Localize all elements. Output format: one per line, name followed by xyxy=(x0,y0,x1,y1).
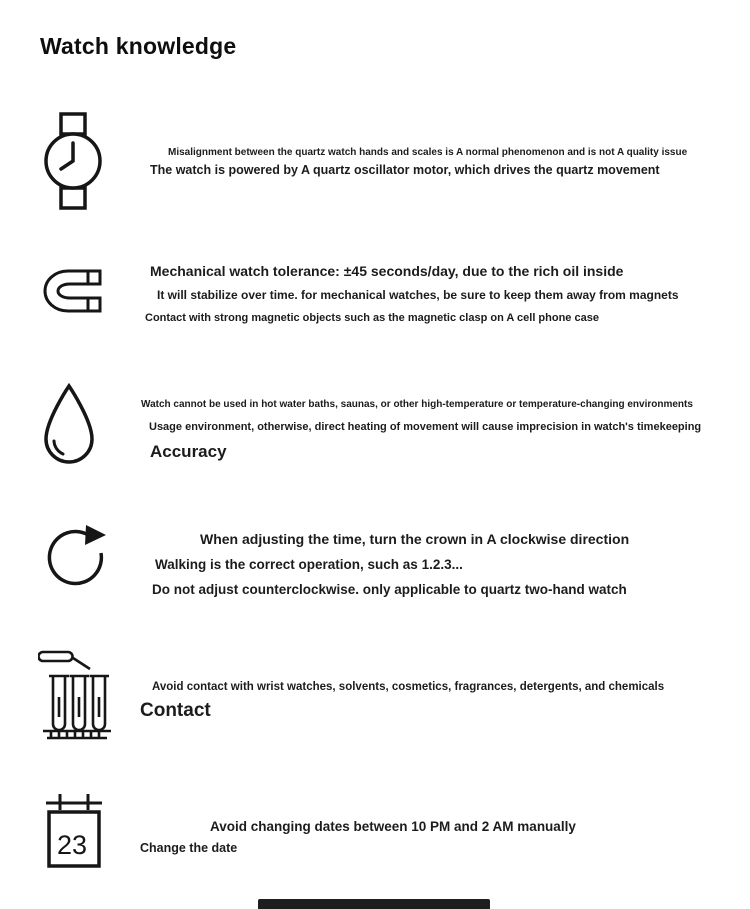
calendar-icon xyxy=(44,792,104,870)
info-text: Change the date xyxy=(140,841,238,855)
info-text: The watch is powered by A quartz oscillator motor, which drives the quartz movement xyxy=(150,163,660,177)
info-text: Contact with strong magnetic objects such as the magnetic clasp on A cell phone case xyxy=(145,312,599,324)
info-text: When adjusting the time, turn the crown in A clockwise direction xyxy=(200,531,630,547)
magnet-icon xyxy=(40,264,104,318)
info-text: Misalignment between the quartz watch hands and scales is A normal phenomenon and is not A quality issue xyxy=(168,147,688,158)
info-text: Avoid contact with wrist watches, solvents, cosmetics, fragrances, detergents, and chemicals xyxy=(152,681,665,693)
calendar-day: 23 xyxy=(56,830,88,860)
info-text: Watch cannot be used in hot water baths, saunas, or other high-temperature or temperature-changing environments xyxy=(141,399,693,410)
info-text: Avoid changing dates between 10 PM and 2 AM manually xyxy=(210,819,576,834)
section-heading: Accuracy xyxy=(150,442,227,461)
test-tubes-icon xyxy=(38,645,116,745)
clockwise-arrow-icon xyxy=(42,523,108,593)
section-heading: Contact xyxy=(140,700,211,721)
page-title: Watch knowledge xyxy=(40,33,237,59)
water-drop-icon xyxy=(41,383,97,467)
info-text: Walking is the correct operation, such as 1.2.3... xyxy=(155,557,463,572)
watch-icon xyxy=(44,112,102,210)
info-text: Usage environment, otherwise, direct heating of movement will cause imprecision in watch's timekeeping xyxy=(149,421,702,433)
bottom-bar xyxy=(258,899,490,909)
info-text: It will stabilize over time. for mechanical watches, be sure to keep them away from magnets xyxy=(157,288,679,302)
info-text: Do not adjust counterclockwise. only applicable to quartz two-hand watch xyxy=(152,582,627,597)
info-text: Mechanical watch tolerance: ±45 seconds/day, due to the rich oil inside xyxy=(150,263,624,279)
